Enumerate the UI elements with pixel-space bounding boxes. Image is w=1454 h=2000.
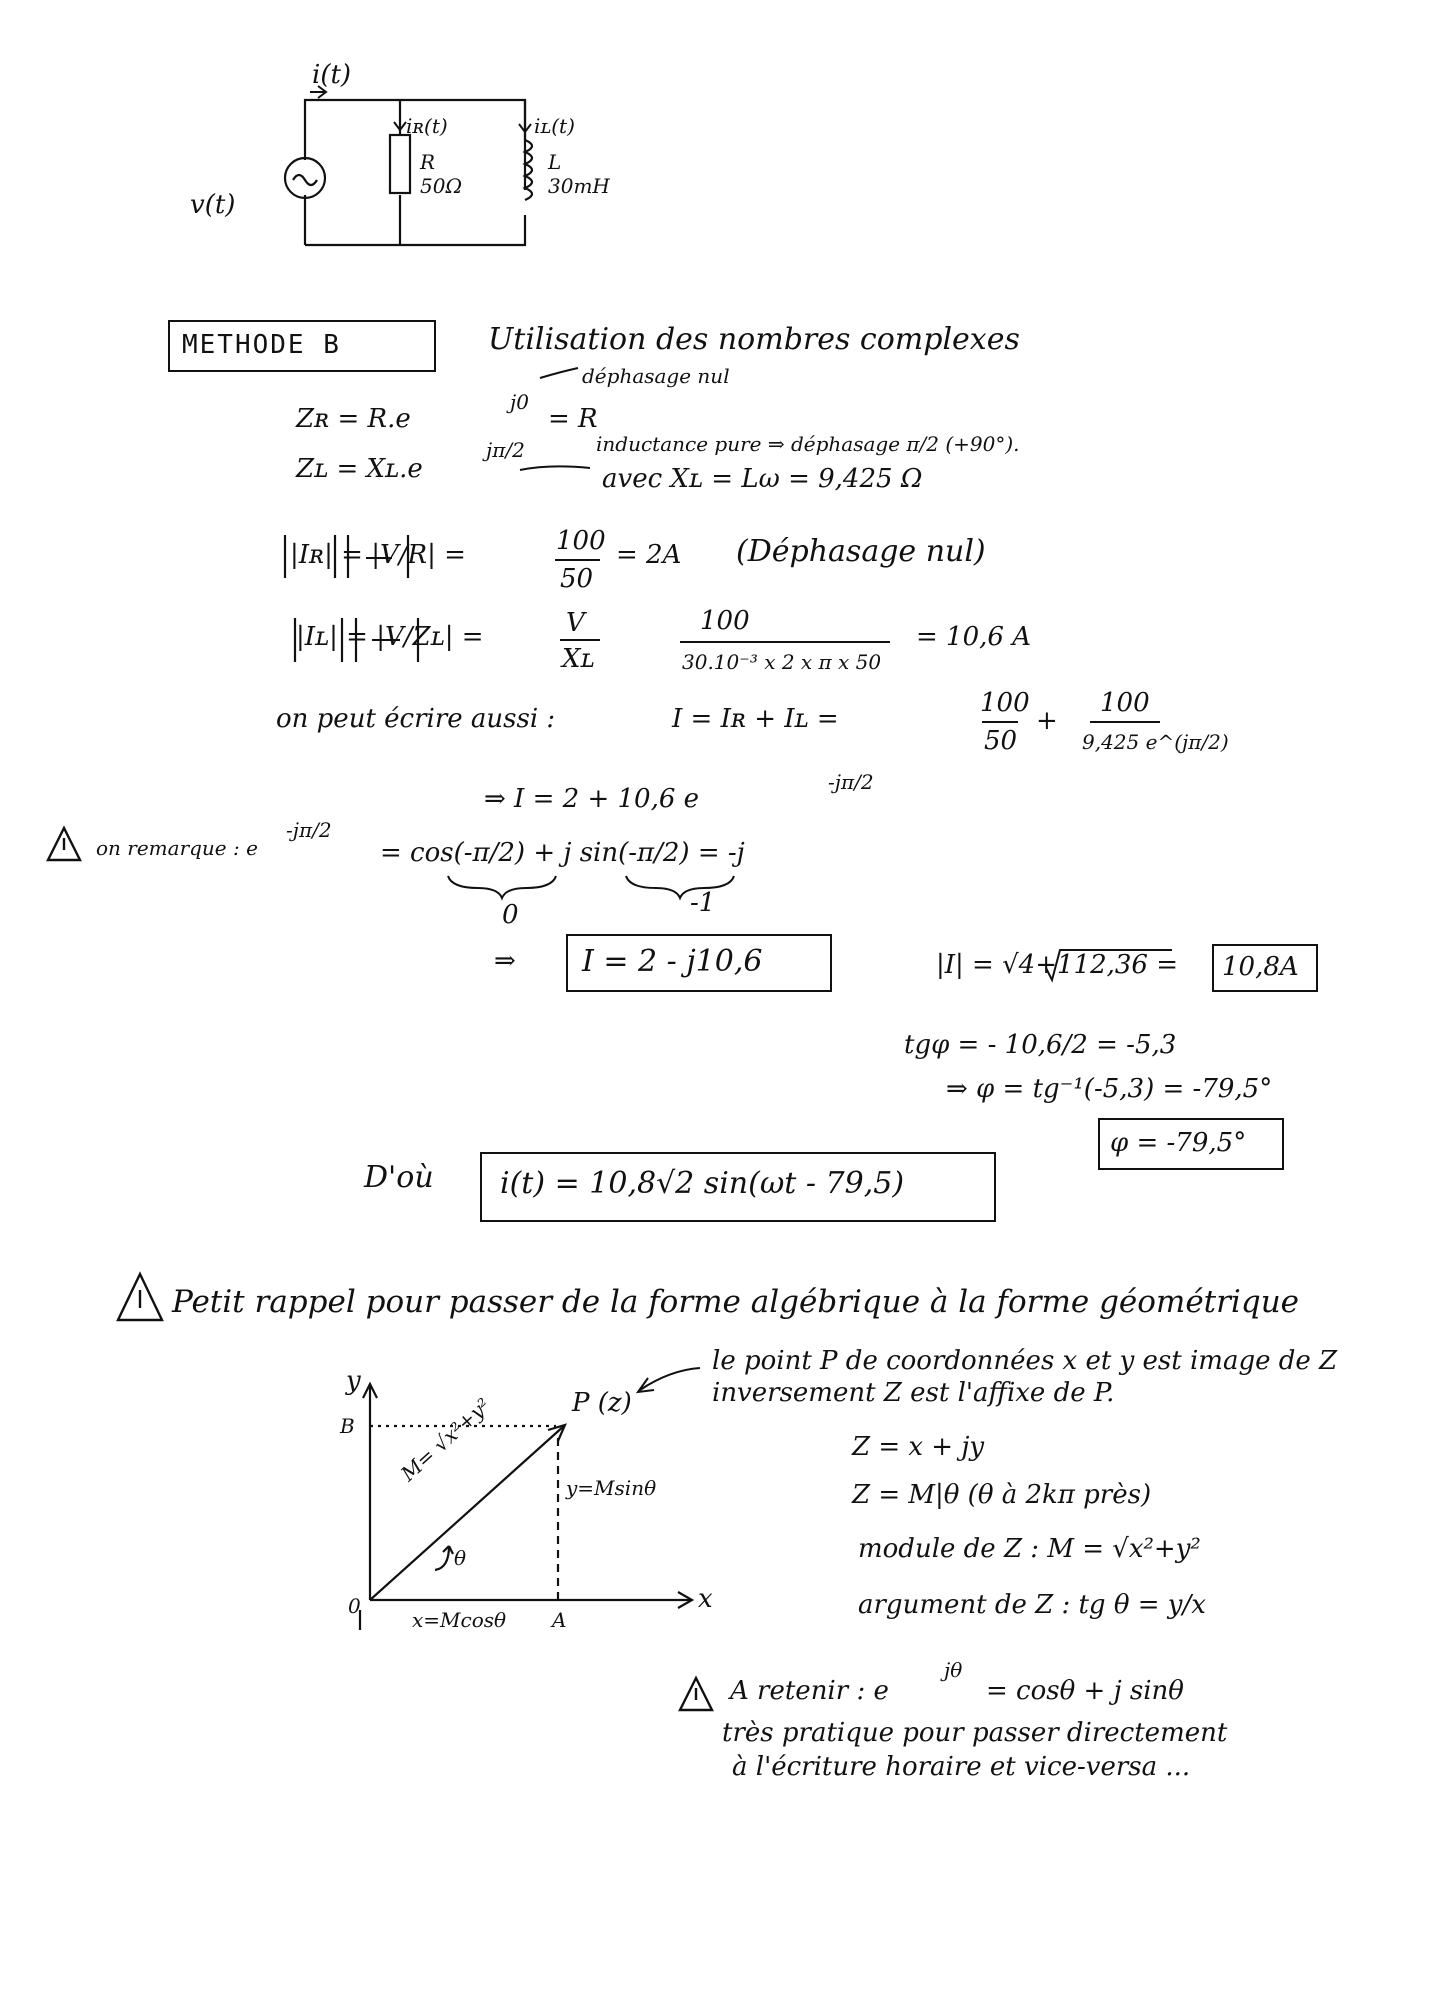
source-label: v(t) <box>190 190 236 220</box>
sum-plus: + <box>1036 706 1058 736</box>
fraction-lines <box>366 558 1160 722</box>
sum-intro: on peut écrire aussi : <box>276 704 556 734</box>
method-title-box <box>168 320 436 372</box>
y-projection-label: y=Msinθ <box>566 1476 657 1500</box>
retenir-equation: = cosθ + j sinθ <box>986 1676 1184 1706</box>
sum-f2-num: 100 <box>1100 688 1150 718</box>
retenir-note-1: très pratique pour passer directement <box>722 1718 1228 1748</box>
point-p-label: P (z) <box>572 1388 632 1418</box>
method-title: METHODE B <box>182 330 341 360</box>
final-expression: i(t) = 10,8√2 sin(ωt - 79,5) <box>500 1166 905 1201</box>
zl-equation: Zʟ = Xʟ.e <box>296 454 423 484</box>
remark-under-cos: 0 <box>502 900 519 930</box>
ir-note: (Déphasage nul) <box>736 534 986 569</box>
remark-exp: -jπ/2 <box>286 818 332 842</box>
final-expression-box <box>480 1152 996 1222</box>
final-arrow: ⇒ <box>494 946 516 976</box>
il-result: = 10,6 A <box>916 622 1031 652</box>
ac-source-symbol <box>285 158 325 198</box>
ir-modulus-lhs: |Iʀ| = |V/R| = <box>290 540 466 570</box>
il-num: 100 <box>700 606 750 636</box>
modulus-equation: |I| = √4+112,36 = <box>936 950 1179 980</box>
note-inductance: inductance pure ⇒ déphasage π/2 (+90°). <box>596 432 1020 456</box>
axis-x-label: x <box>698 1584 713 1614</box>
axis-y-label: y <box>346 1366 361 1396</box>
m-label: M= √x²+y² <box>396 1393 496 1486</box>
phi-result: φ = -79,5° <box>1110 1128 1247 1158</box>
retenir-label: A retenir : e <box>730 1676 889 1706</box>
point-note-1: le point P de coordonnées x et y est image de Z <box>712 1346 1338 1376</box>
result-intermediate: ⇒ I = 2 + 10,6 e <box>484 784 700 814</box>
sum-f1-num: 100 <box>980 688 1030 718</box>
ir-fraction-num: 100 <box>556 526 606 556</box>
eq-algebraic: Z = x + jy <box>852 1432 985 1462</box>
current-ir-label: iʀ(t) <box>406 114 448 138</box>
note-phase-null: déphasage nul <box>582 364 730 388</box>
method-subtitle: Utilisation des nombres complexes <box>488 322 1020 357</box>
theta-label: θ <box>454 1546 467 1570</box>
eq-modulus: module de Z : M = √x²+y² <box>858 1534 1201 1564</box>
current-i-total-label: i(t) <box>312 60 352 90</box>
sum-f2-den: 9,425 e^(jπ/2) <box>1082 730 1229 754</box>
result-intermediate-exp: -jπ/2 <box>828 770 874 794</box>
complex-current: I = 2 - j10,6 <box>582 944 763 979</box>
donc-label: D'où <box>364 1160 434 1195</box>
resistor-symbol <box>390 135 410 193</box>
ir-fraction-den: 50 <box>560 564 594 594</box>
resistor-label: R <box>420 150 436 174</box>
modulus-result: 10,8A <box>1222 952 1299 982</box>
complex-plane-diagram <box>360 1384 692 1630</box>
retenir-note-2: à l'écriture horaire et vice-versa ... <box>732 1752 1191 1782</box>
il-frac-num: V <box>566 608 585 638</box>
il-den: 30.10⁻³ x 2 x π x 50 <box>682 650 882 674</box>
b-label: B <box>340 1414 355 1438</box>
point-note-2: inversement Z est l'affixe de P. <box>712 1378 1115 1408</box>
a-label: A <box>552 1608 567 1632</box>
sum-f1-den: 50 <box>984 726 1018 756</box>
zr-exponent: j0 <box>510 390 529 414</box>
phi-result-box <box>1098 1118 1284 1170</box>
remark-label: on remarque : e <box>96 836 258 860</box>
eq-polar: Z = M|θ (θ à 2kπ près) <box>852 1480 1152 1510</box>
retenir-exp: jθ <box>944 1658 963 1682</box>
remark-under-sin: -1 <box>690 888 716 918</box>
zr-equation: Zʀ = R.e <box>296 404 411 434</box>
origin-label: 0 <box>348 1594 361 1618</box>
note-xl: avec Xʟ = Lω = 9,425 Ω <box>602 464 923 494</box>
inductor-value: 30mH <box>548 174 610 198</box>
sum-equation: I = Iʀ + Iʟ = <box>672 704 839 734</box>
resistor-value: 50Ω <box>420 174 463 198</box>
reminder-title: Petit rappel pour passer de la forme algébrique à la forme géométrique <box>172 1284 1300 1320</box>
ir-result: = 2A <box>616 540 682 570</box>
current-il-label: iʟ(t) <box>534 114 575 138</box>
zr-result: = R <box>548 404 598 434</box>
remark-equation: = cos(-π/2) + j sin(-π/2) = -j <box>380 838 745 868</box>
eq-argument: argument de Z : tg θ = y/x <box>858 1590 1206 1620</box>
complex-current-box <box>566 934 832 992</box>
modulus-result-box <box>1212 944 1318 992</box>
inductor-label: L <box>548 150 562 174</box>
tan-phi-equation: tgφ = - 10,6/2 = -5,3 <box>904 1030 1177 1060</box>
phi-equation: ⇒ φ = tg⁻¹(-5,3) = -79,5° <box>946 1074 1273 1104</box>
il-modulus-lhs: |Iʟ| = |V/Zʟ| = <box>296 622 484 652</box>
zl-exponent: jπ/2 <box>486 438 525 462</box>
x-projection-label: x=Mcosθ <box>412 1608 507 1632</box>
il-frac-den: Xʟ <box>562 644 595 674</box>
